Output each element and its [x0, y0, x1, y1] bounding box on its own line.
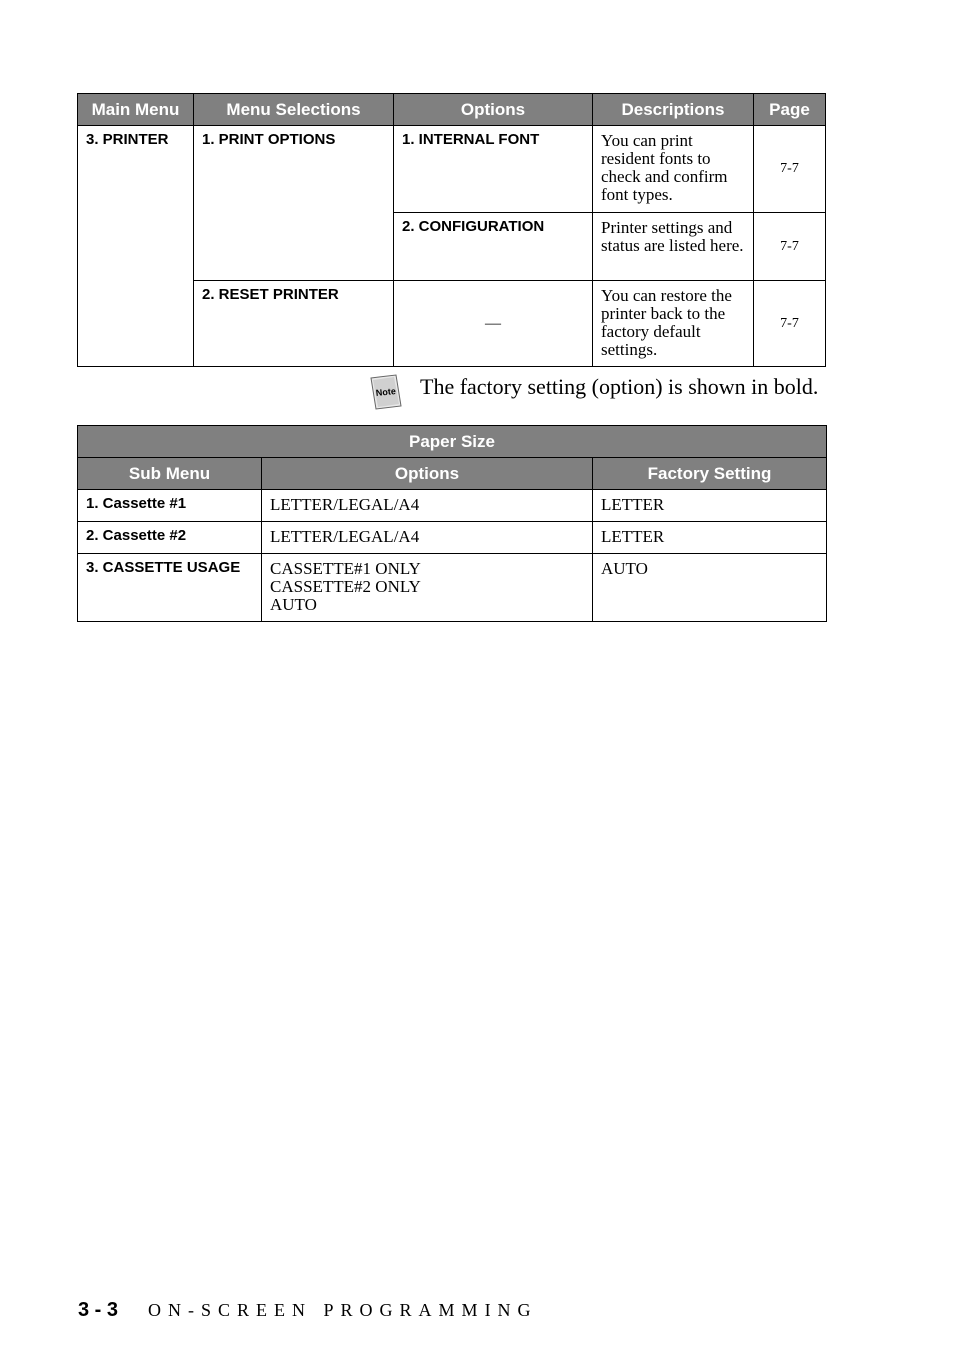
options-cell: LETTER/LEGAL/A4: [262, 490, 593, 522]
paper-size-title: Paper Size: [78, 426, 827, 458]
options-cell: LETTER/LEGAL/A4: [262, 522, 593, 554]
description-cell: Printer settings and status are listed here.: [593, 213, 754, 281]
option-line: CASSETTE#1 ONLY: [270, 559, 421, 578]
note-icon: [368, 374, 402, 410]
description-cell: You can print resident fonts to check and confirm font types.: [593, 126, 754, 213]
page-footer: [78, 1299, 538, 1322]
page-number: 3 - 3: [78, 1299, 119, 1321]
header-sub-menu: Sub Menu: [78, 458, 262, 490]
page-cell: 7-7: [754, 281, 826, 367]
table-row: [78, 490, 827, 522]
note-text: The factory setting (option) is shown in bold.: [420, 374, 819, 399]
section-title: ON-SCREEN PROGRAMMING: [148, 1300, 538, 1320]
table-row: [78, 126, 826, 213]
option-line: AUTO: [270, 595, 317, 614]
paper-size-header-row: [78, 458, 827, 490]
main-menu-cell: 3. PRINTER: [78, 126, 194, 367]
option-cell: 2. CONFIGURATION: [394, 213, 593, 281]
selection-cell: 1. PRINT OPTIONS: [194, 126, 394, 281]
header-main-menu: Main Menu: [78, 94, 194, 126]
paper-size-table: [77, 425, 827, 622]
header-menu-selections: Menu Selections: [194, 94, 394, 126]
menu-table: [77, 93, 826, 367]
header-descriptions: Descriptions: [593, 94, 754, 126]
header-options: Options: [394, 94, 593, 126]
paper-size-title-row: [78, 426, 827, 458]
sub-menu-cell: 3. CASSETTE USAGE: [78, 554, 262, 622]
note-icon-label: Note: [375, 385, 397, 399]
factory-cell: AUTO: [593, 554, 827, 622]
table-row: [78, 554, 827, 622]
menu-table-header-row: [78, 94, 826, 126]
factory-cell: LETTER: [593, 490, 827, 522]
header-factory-setting: Factory Setting: [593, 458, 827, 490]
options-cell: [262, 554, 593, 622]
option-cell: 1. INTERNAL FONT: [394, 126, 593, 213]
factory-cell: LETTER: [593, 522, 827, 554]
page-cell: 7-7: [754, 126, 826, 213]
option-line: CASSETTE#2 ONLY: [270, 577, 421, 596]
description-cell: You can restore the printer back to the factory default settings.: [593, 281, 754, 367]
page-cell: 7-7: [754, 213, 826, 281]
sub-menu-cell: 2. Cassette #2: [78, 522, 262, 554]
table-row: [78, 522, 827, 554]
header-page: Page: [754, 94, 826, 126]
sub-menu-cell: 1. Cassette #1: [78, 490, 262, 522]
option-cell: —: [394, 281, 593, 367]
selection-cell: 2. RESET PRINTER: [194, 281, 394, 367]
header-options: Options: [262, 458, 593, 490]
